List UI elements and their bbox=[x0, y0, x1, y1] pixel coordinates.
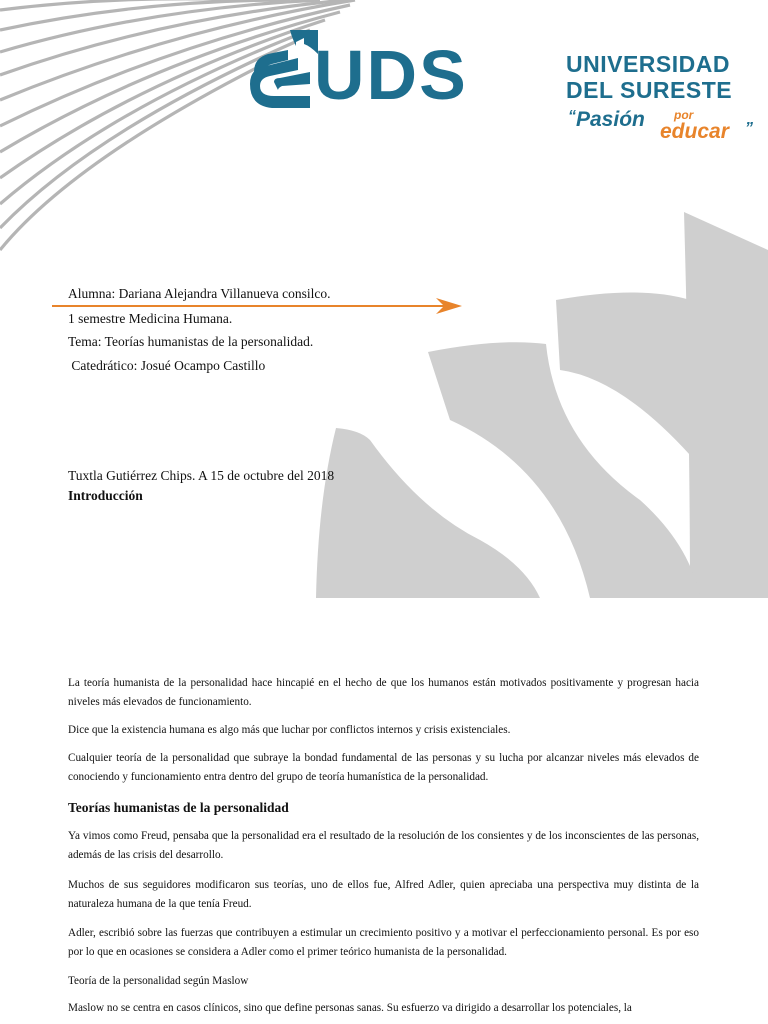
topic: Tema: Teorías humanistas de la personalidad. bbox=[68, 334, 314, 349]
logo-university-line2: DEL SURESTE bbox=[566, 77, 733, 103]
logo-slogan bbox=[568, 108, 758, 148]
semester: 1 semestre Medicina Humana. bbox=[68, 311, 233, 326]
paragraph-1: La teoría humanista de la personalidad hace hincapié en el hecho de que los humanos están motivados positivamente y progresan hacia niveles más elevados de funcionamiento. bbox=[68, 677, 699, 708]
uds-emblem-icon bbox=[248, 28, 318, 118]
logo-university-line1: UNIVERSIDAD bbox=[566, 51, 730, 77]
student-name: Alumna: Dariana Alejandra Villanueva consilco. bbox=[68, 286, 331, 301]
paragraph-6: Adler, escribió sobre las fuerzas que contribuyen a estimular un crecimiento positivo y a motivar el perfeccionamiento personal. Es por eso por lo que en ocasiones se considera a Adler como el primer teórico humanista de la personalidad. bbox=[68, 927, 699, 958]
slogan-open-quote: “ bbox=[568, 108, 576, 125]
intro-heading: Introducción bbox=[68, 488, 143, 503]
large-gray-arcs bbox=[316, 212, 768, 598]
section-heading: Teorías humanistas de la personalidad bbox=[68, 800, 289, 815]
paragraph-3: Cualquier teoría de la personalidad que subraye la bondad fundamental de las personas y su lucha por alcanzar niveles más elevados de conociendo y funcionamiento entra dentro del grupo de teoría humanística de la personalidad. bbox=[68, 752, 699, 783]
paragraph-8: Maslow no se centra en casos clínicos, sino que define personas sanas. Su esfuerzo va dirigido a desarrollar los potenciales, la bbox=[68, 1002, 632, 1014]
slogan-close-quote: ” bbox=[745, 120, 753, 137]
paragraph-2: Dice que la existencia humana es algo más que luchar por conflictos internos y crisis existenciales. bbox=[68, 724, 511, 736]
paragraph-7: Teoría de la personalidad según Maslow bbox=[68, 975, 249, 987]
university-logo bbox=[248, 28, 758, 158]
slogan-word-educar: educar bbox=[660, 120, 729, 143]
paragraph-5: Muchos de sus seguidores modificaron sus teorías, uno de ellos fue, Alfred Adler, quien apreciaba una perspectiva muy distinta de la naturaleza humana de la que tenía Freud. bbox=[68, 879, 699, 910]
professor: Catedrático: Josué Ocampo Castillo bbox=[68, 358, 266, 373]
slogan-word-pasion: Pasión bbox=[576, 108, 645, 131]
slogan-word-por: por bbox=[674, 108, 694, 122]
place-date: Tuxtla Gutiérrez Chips. A 15 de octubre del 2018 bbox=[68, 468, 335, 483]
logo-acronym: UDS bbox=[314, 36, 468, 114]
paragraph-4: Ya vimos como Freud, pensaba que la personalidad era el resultado de la resolución de los consientes y de los inconscientes de las personas, además de las crisis del desarrollo. bbox=[68, 830, 699, 861]
